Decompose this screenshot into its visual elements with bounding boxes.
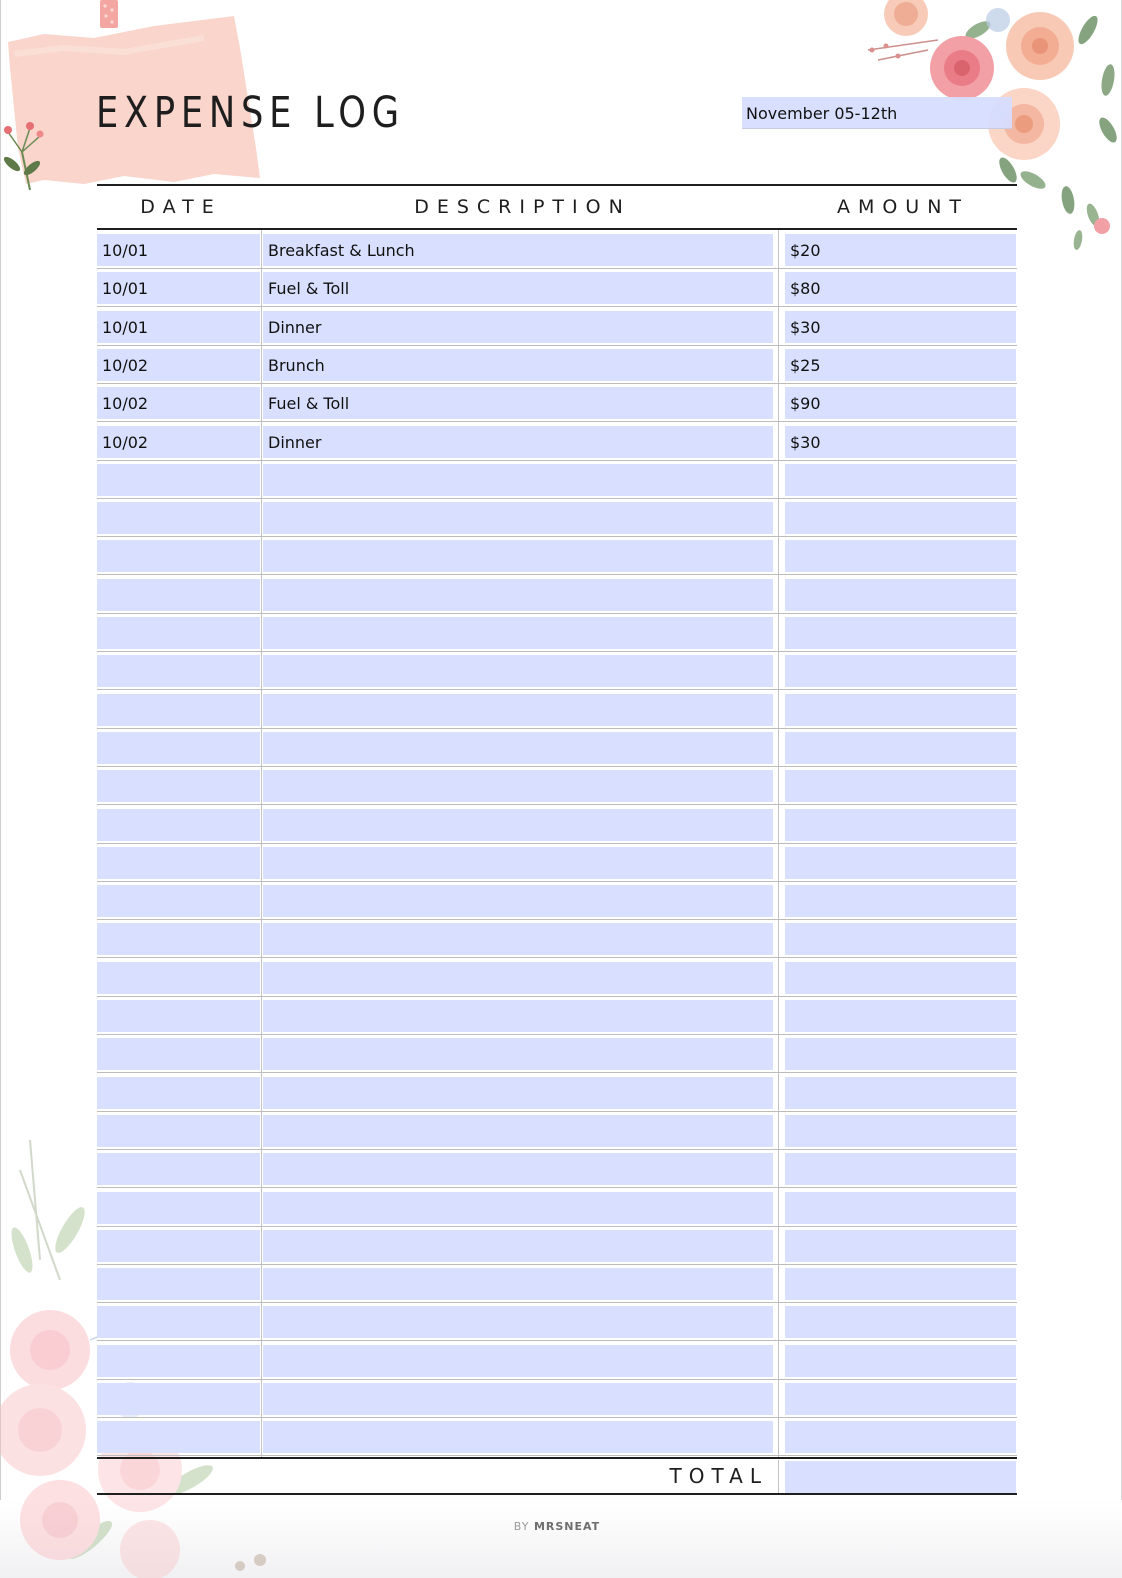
total-divider [778,1460,779,1494]
table-row [0,461,1122,499]
description-field[interactable] [263,847,773,879]
description-field[interactable] [263,502,773,534]
date-field[interactable] [97,847,260,879]
description-field[interactable] [263,1383,773,1415]
description-field-value: Fuel & Toll [268,279,350,299]
amount-field-value: $20 [790,241,821,260]
table-top-rule [97,184,1017,186]
amount-field[interactable] [785,1077,1016,1109]
total-top-rule [97,1457,1017,1459]
amount-field[interactable] [785,272,1016,304]
date-field-value: 10/02 [102,394,149,414]
date-field[interactable] [97,464,260,496]
table-row [0,1265,1122,1303]
amount-field[interactable] [785,1306,1016,1338]
description-field[interactable] [263,234,773,266]
table-bottom-rule [97,1493,1017,1495]
table-row [0,1227,1122,1265]
date-field[interactable] [97,579,260,611]
amount-field[interactable] [785,1345,1016,1377]
amount-field[interactable] [785,349,1016,381]
table-row [0,423,1122,461]
description-column-header: DESCRIPTION [414,196,631,218]
date-field[interactable] [97,732,260,764]
table-row [0,346,1122,384]
date-range-field[interactable] [742,97,1012,129]
description-field[interactable] [263,923,773,955]
amount-field[interactable] [785,962,1016,994]
description-field[interactable] [263,426,773,458]
amount-field[interactable] [785,923,1016,955]
amount-field[interactable] [785,540,1016,572]
date-field[interactable] [97,1306,260,1338]
amount-field[interactable] [785,464,1016,496]
amount-field[interactable] [785,1230,1016,1262]
amount-field-value: $80 [790,279,821,299]
date-field[interactable] [97,272,260,304]
date-field[interactable] [97,962,260,994]
flower-sprig-icon [0,112,52,196]
amount-field[interactable] [785,885,1016,917]
table-row [0,1342,1122,1380]
description-field[interactable] [263,1153,773,1185]
description-field[interactable] [263,1038,773,1070]
amount-field-value: $25 [790,355,821,375]
description-field[interactable] [263,540,773,572]
date-field[interactable] [97,1421,260,1453]
table-row [0,691,1122,729]
date-field[interactable] [97,694,260,726]
date-field[interactable] [97,234,260,266]
date-field[interactable] [97,1383,260,1415]
amount-field[interactable] [785,694,1016,726]
table-row [0,920,1122,958]
date-field[interactable] [97,885,260,917]
amount-field[interactable] [785,1115,1016,1147]
date-field[interactable] [97,1192,260,1224]
amount-field-value: $30 [790,432,821,452]
table-row [0,614,1122,652]
description-field-value: Dinner [268,432,322,452]
credit-brand: MRSNEAT [533,1520,601,1533]
amount-field[interactable] [785,1383,1016,1415]
description-field[interactable] [263,1306,773,1338]
table-row [0,1418,1122,1456]
table-row [0,997,1122,1035]
description-field[interactable] [263,1077,773,1109]
amount-field[interactable] [785,502,1016,534]
date-column-header: DATE [140,196,222,218]
amount-field[interactable] [785,770,1016,802]
description-field[interactable] [263,809,773,841]
date-field-value: 10/02 [102,432,149,452]
description-field-value: Brunch [268,355,325,375]
table-row [0,729,1122,767]
description-field[interactable] [263,387,773,419]
date-field-value: 10/01 [102,241,149,260]
date-field[interactable] [97,311,260,343]
table-row [0,1380,1122,1418]
amount-field[interactable] [785,809,1016,841]
brand-credit [0,1520,1114,1533]
date-field[interactable] [97,387,260,419]
amount-field[interactable] [785,1421,1016,1453]
table-row [0,1112,1122,1150]
description-field[interactable] [263,1421,773,1453]
description-field[interactable] [263,349,773,381]
date-field[interactable] [97,1038,260,1070]
amount-field[interactable] [785,1153,1016,1185]
date-field-value: 10/01 [102,317,149,337]
page-title: EXPENSE LOG [96,88,405,138]
pink-tape-decoration [98,0,120,30]
date-field[interactable] [97,349,260,381]
description-field[interactable] [263,1192,773,1224]
description-field-value: Breakfast & Lunch [268,241,415,260]
amount-field[interactable] [785,311,1016,343]
table-row [0,1150,1122,1188]
amount-field[interactable] [785,1038,1016,1070]
amount-field[interactable] [785,617,1016,649]
date-field-value: 10/02 [102,355,149,375]
description-field[interactable] [263,655,773,687]
description-field[interactable] [263,732,773,764]
date-field[interactable] [97,540,260,572]
table-row [0,1189,1122,1227]
description-field-value: Dinner [268,317,322,337]
table-row [0,231,1122,269]
amount-field[interactable] [785,732,1016,764]
description-field-value: Fuel & Toll [268,394,350,414]
description-field[interactable] [263,1115,773,1147]
date-range-value: November 05-12th [746,104,898,123]
date-field[interactable] [97,655,260,687]
table-row [0,308,1122,346]
amount-field[interactable] [785,234,1016,266]
amount-field[interactable] [785,655,1016,687]
date-field[interactable] [97,923,260,955]
description-field[interactable] [263,885,773,917]
rose-bouquet-decoration [858,0,1122,266]
table-row [0,499,1122,537]
date-field[interactable] [97,770,260,802]
description-field[interactable] [263,272,773,304]
date-field[interactable] [97,809,260,841]
date-field[interactable] [97,1345,260,1377]
table-row [0,767,1122,805]
credit-by: BY [513,1520,530,1533]
total-label: TOTAL [669,1464,768,1488]
date-field[interactable] [97,1000,260,1032]
description-field[interactable] [263,1268,773,1300]
amount-field[interactable] [785,1268,1016,1300]
date-field[interactable] [97,1268,260,1300]
description-field[interactable] [263,311,773,343]
description-field[interactable] [263,962,773,994]
table-row [0,882,1122,920]
table-row [0,806,1122,844]
amount-field[interactable] [785,579,1016,611]
table-row [0,844,1122,882]
table-row [0,1035,1122,1073]
total-amount-field[interactable] [785,1461,1016,1493]
amount-field-value: $90 [790,394,821,414]
description-field[interactable] [263,1345,773,1377]
date-field[interactable] [97,502,260,534]
date-field[interactable] [97,1230,260,1262]
description-field[interactable] [263,770,773,802]
amount-field[interactable] [785,847,1016,879]
description-field[interactable] [263,579,773,611]
table-row [0,1074,1122,1112]
amount-field[interactable] [785,387,1016,419]
amount-field-value: $30 [790,317,821,337]
table-row [0,959,1122,997]
header-bottom-rule [97,228,1017,230]
description-field[interactable] [263,694,773,726]
date-field[interactable] [97,1153,260,1185]
table-row [0,576,1122,614]
description-field[interactable] [263,617,773,649]
table-row [0,537,1122,575]
amount-field[interactable] [785,1000,1016,1032]
table-row [0,384,1122,422]
amount-field[interactable] [785,426,1016,458]
description-field[interactable] [263,1230,773,1262]
table-row [0,1303,1122,1341]
date-field-value: 10/01 [102,279,149,299]
date-field[interactable] [97,426,260,458]
amount-column-header: AMOUNT [836,196,970,218]
date-field[interactable] [97,1115,260,1147]
table-row [0,652,1122,690]
date-field[interactable] [97,617,260,649]
description-field[interactable] [263,464,773,496]
table-row [0,269,1122,307]
amount-field[interactable] [785,1192,1016,1224]
date-field[interactable] [97,1077,260,1109]
description-field[interactable] [263,1000,773,1032]
